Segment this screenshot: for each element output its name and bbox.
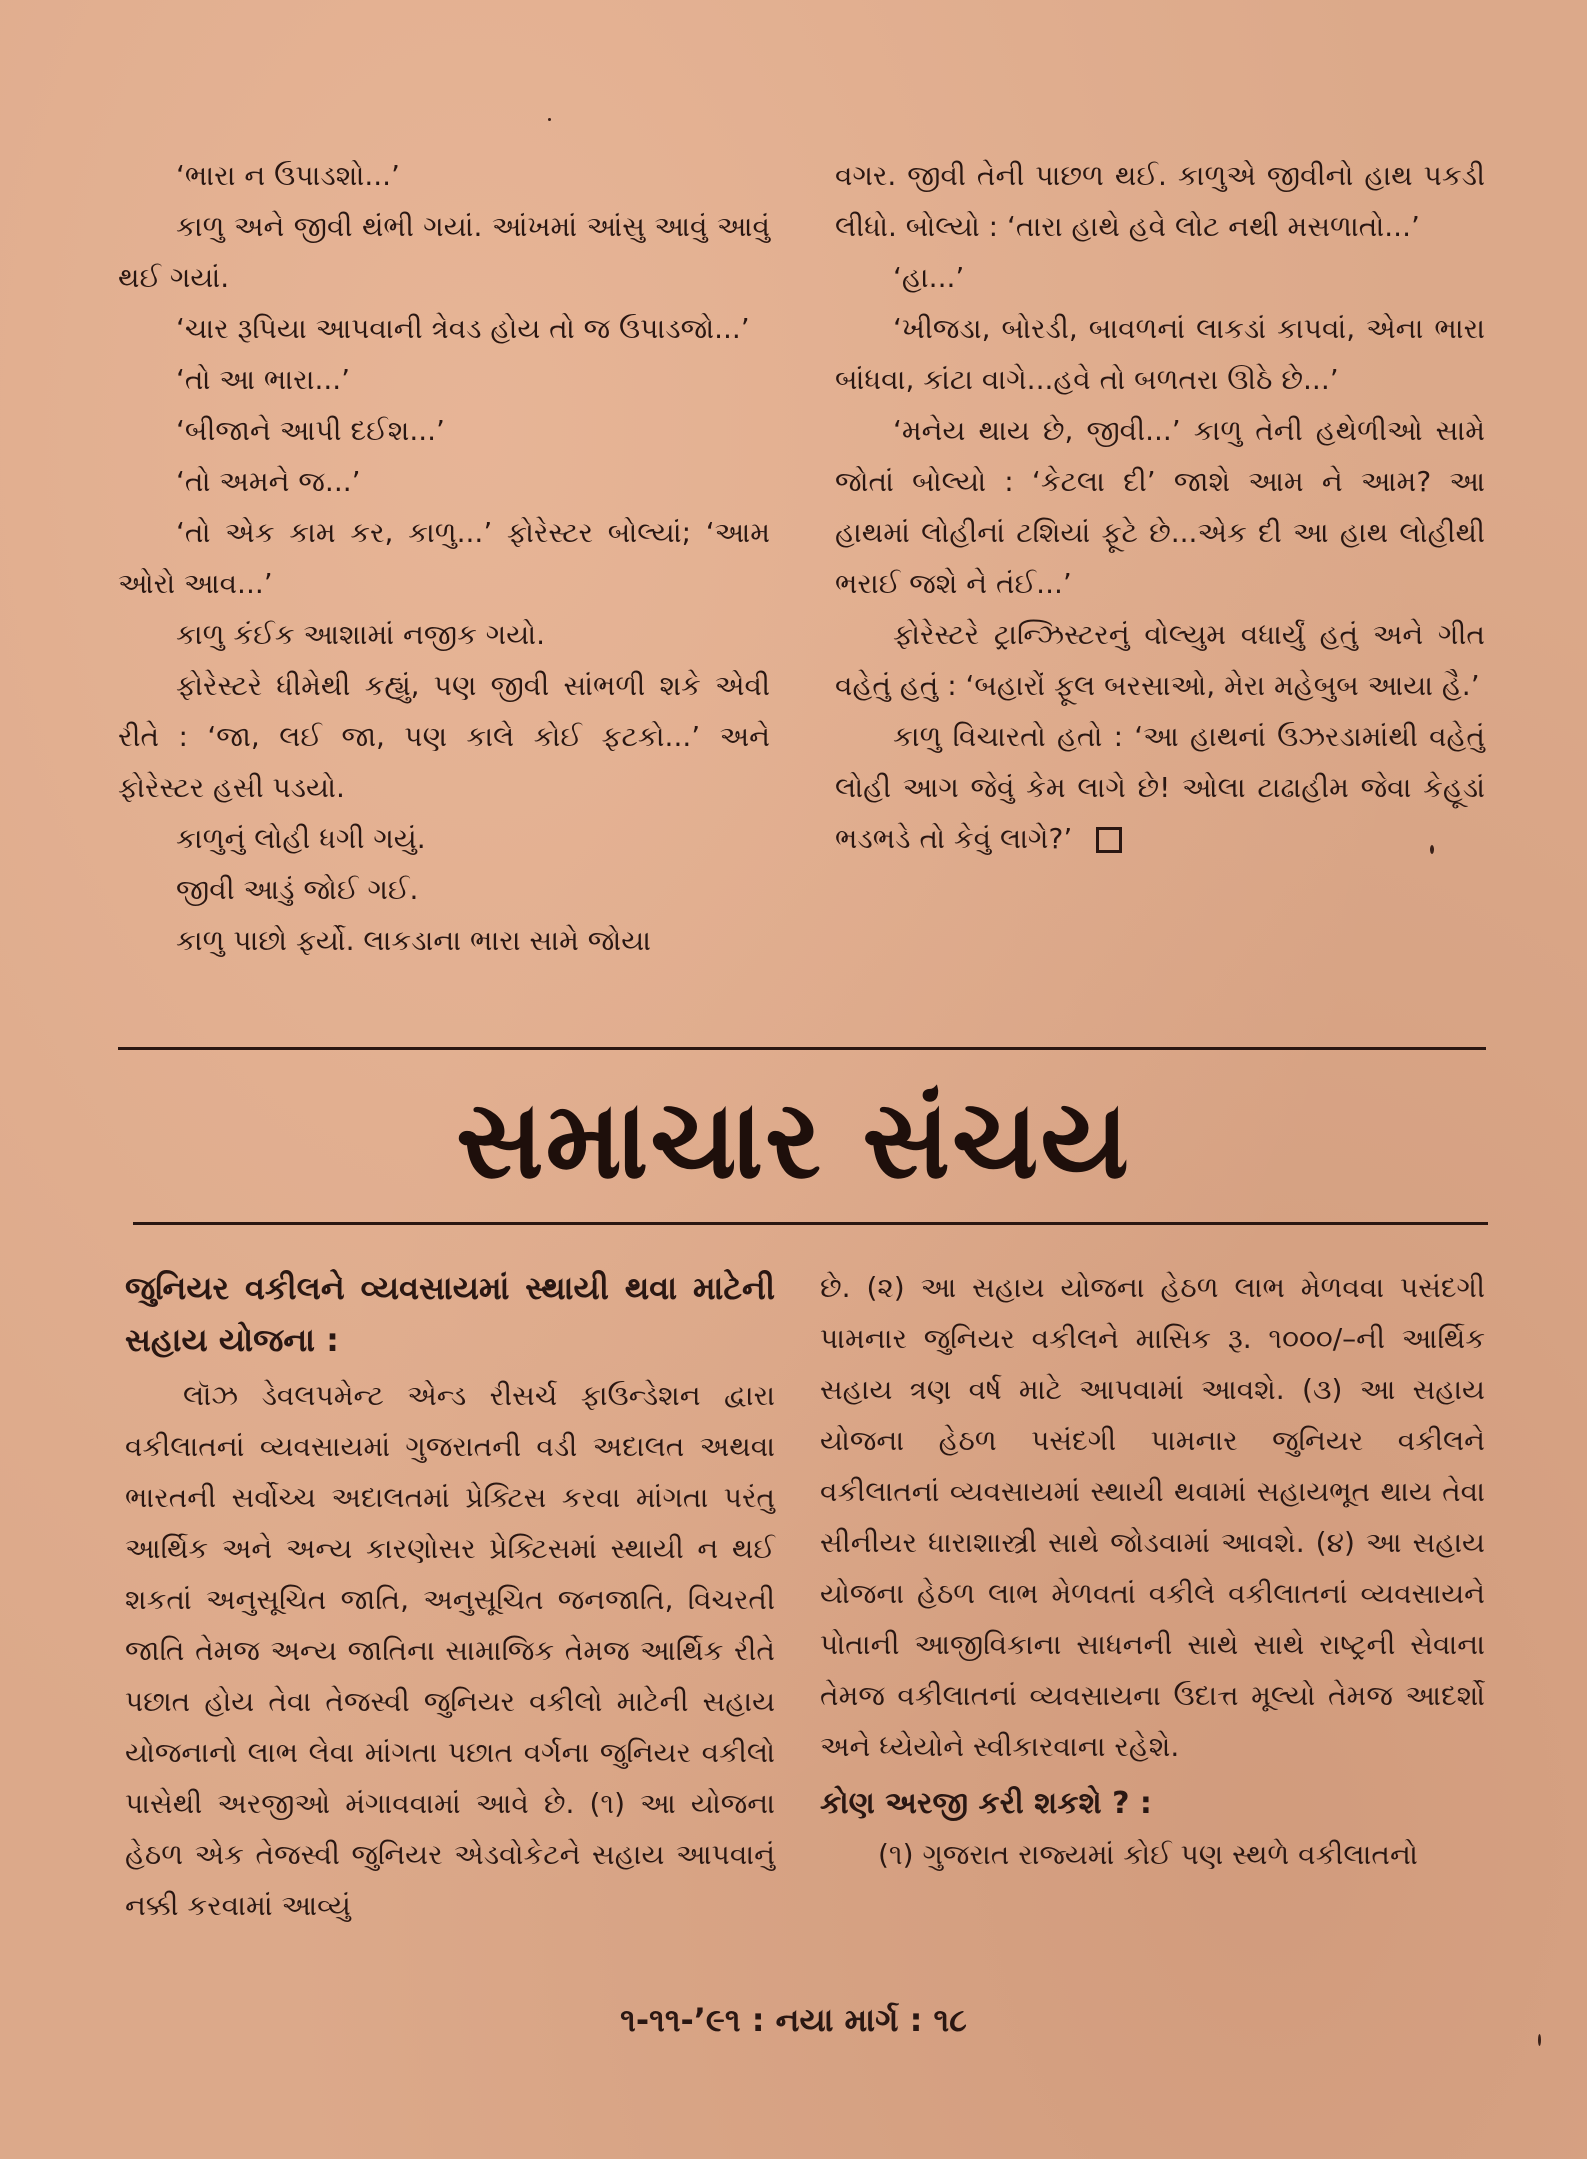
- print-speck: [1538, 2034, 1541, 2046]
- story-paragraph-text: કાળુ વિચારતો હતો : ‘આ હાથનાં ઉઝરડામાંથી વહેતું લોહી આગ જેવું કેમ લાગે છે! ઓલા ટાઢાહીમ જેવા કેહૂડાં ભડભડે તો કેવું લાગે?’: [835, 720, 1485, 855]
- news-heading: જુનિયર વકીલને વ્યવસાયમાં સ્થાયી થવા માટેની સહાય યોજના :: [125, 1269, 775, 1359]
- section-divider-top: [118, 1047, 1486, 1050]
- story-paragraph: કાળુનું લોહી ધગી ગયું.: [176, 822, 426, 855]
- story-paragraph: કાળુ અને જીવી થંભી ગયાં. આંખમાં આંસુ આવું આવું થઈ ગયાં.: [118, 210, 770, 294]
- news-left-column: [125, 1262, 775, 1931]
- story-paragraph: ‘તો અમને જ...’: [176, 465, 361, 498]
- news-subheading: કોણ અરજી કરી શકશે ? :: [820, 1786, 1152, 1821]
- story-paragraph: ‘તો આ ભારા...’: [176, 363, 351, 396]
- story-paragraph: ‘બીજાને આપી દઈશ...’: [176, 414, 445, 447]
- story-paragraph: કાળુ કંઈક આશામાં નજીક ગયો.: [176, 618, 546, 651]
- story-paragraph: ‘હા...’: [893, 261, 965, 294]
- page-footer: ૧-૧૧-’૯૧ : નયા માર્ગ : ૧૮: [620, 2001, 967, 2039]
- story-paragraph: જીવી આડું જોઈ ગઈ.: [176, 873, 419, 906]
- print-speck: [1430, 845, 1434, 854]
- story-paragraph: ‘મનેય થાય છે, જીવી...’ કાળુ તેની હથેળીઓ સામે જોતાં બોલ્યો : ‘કેટલા દી’ જાશે આમ ને આમ? આ હાથમાં લોહીનાં ટશિયાં ફૂટે છે...એક દી આ હાથ લોહીથી ભરાઈ જશે ને તંઈ...’: [835, 414, 1485, 600]
- story-paragraph: ‘ખીજડા, બોરડી, બાવળનાં લાકડાં કાપવાં, એના ભારા બાંધવા, કાંટા વાગે...હવે તો બળતરા ઊઠે છે...’: [835, 312, 1485, 396]
- story-paragraph: ફોરેસ્ટરે ધીમેથી કહ્યું, પણ જીવી સાંભળી શકે એવી રીતે : ‘જા, લઈ જા, પણ કાલે કોઈ ફટકો...’ અને ફોરેસ્ટર હસી પડયો.: [118, 669, 770, 804]
- section-title: સમાચાર સંચય: [456, 1077, 1131, 1203]
- story-last-paragraph: [835, 711, 1485, 864]
- news-body-continued: છે. (૨) આ સહાય યોજના હેઠળ લાભ મેળવવા પસંદગી પામનાર જુનિયર વકીલને માસિક રૂ. ૧૦૦૦/–ની આર્થિક સહાય ત્રણ વર્ષ માટે આપવામાં આવશે. (૩) આ સહાય યોજના હેઠળ પસંદગી પામનાર જુનિયર વકીલને વકીલાતનાં વ્યવસાયમાં સ્થાયી થવામાં સહાયભૂત થાય તેવા સીનીયર ધારાશાસ્ત્રી સાથે જોડવામાં આવશે. (૪) આ સહાય યોજના હેઠળ લાભ મેળવતાં વકીલે વકીલાતનાં વ્યવસાયને પોતાની આજીવિકાના સાધનની સાથે સાથે રાષ્ટ્રની સેવાના તેમજ વકીલાતનાં વ્યવસાયના ઉદાત્ત મૂલ્યો તેમજ આદર્શો અને ધ્યેયોને સ્વીકારવાના રહેશે.: [820, 1271, 1485, 1763]
- news-body: લૉઝ ડેવલપમેન્ટ એન્ડ રીસર્ચ ફાઉન્ડેશન દ્વારા વકીલાતનાં વ્યવસાયમાં ગુજરાતની વડી અદાલત અથવા ભારતની સર્વોચ્ચ અદાલતમાં પ્રેક્ટિસ કરવા માંગતા પરંતુ આર્થિક અને અન્ય કારણોસર પ્રેક્ટિસમાં સ્થાયી ન થઈ શકતાં અનુસૂચિત જાતિ, અનુસૂચિત જનજાતિ, વિચરતી જાતિ તેમજ અન્ય જાતિના સામાજિક તેમજ આર્થિક રીતે પછાત હોય તેવા તેજસ્વી જુનિયર વકીલો માટેની સહાય યોજનાનો લાભ લેવા માંગતા પછાત વર્ગના જુનિયર વકીલો પાસેથી અરજીઓ મંગાવવામાં આવે છે. (૧) આ યોજના હેઠળ એક તેજસ્વી જુનિયર એડવોકેટને સહાય આપવાનું નક્કી કરવામાં આવ્યું: [125, 1379, 775, 1922]
- story-left-column: [118, 150, 770, 966]
- story-paragraph: વગર. જીવી તેની પાછળ થઈ. કાળુએ જીવીનો હાથ પકડી લીધો. બોલ્યો : ‘તારા હાથે હવે લોટ નથી મસળાતો...’: [835, 159, 1485, 243]
- story-paragraph: કાળુ પાછો ફર્યો. લાકડાના ભારા સામે જોયા: [176, 924, 652, 957]
- news-right-column: [820, 1262, 1485, 1880]
- print-speck: [548, 118, 551, 121]
- news-body-last-line: (૧) ગુજરાત રાજ્યમાં કોઈ પણ સ્થળે વકીલાતનો: [878, 1838, 1418, 1871]
- story-paragraph: ‘તો એક કામ કર, કાળુ...’ ફોરેસ્ટર બોલ્યાં; ‘આમ ઓરો આવ...’: [118, 516, 770, 600]
- story-end-box-icon: [1096, 827, 1122, 853]
- section-divider-bottom: [133, 1222, 1488, 1225]
- story-paragraph: ‘ચાર રૂપિયા આપવાની ત્રેવડ હોય તો જ ઉપાડજો...’: [176, 312, 750, 345]
- story-paragraph: ફોરેસ્ટરે ટ્રાન્ઝિસ્ટરનું વોલ્યુમ વધાર્યું હતું અને ગીત વહેતું હતું : ‘બહારોં ફૂલ બરસાઓ, મેરા મહેબુબ આયા હૈ.’: [835, 618, 1485, 702]
- story-right-column: [835, 150, 1485, 864]
- story-paragraph: ‘ભારા ન ઉપાડશો...’: [176, 159, 400, 192]
